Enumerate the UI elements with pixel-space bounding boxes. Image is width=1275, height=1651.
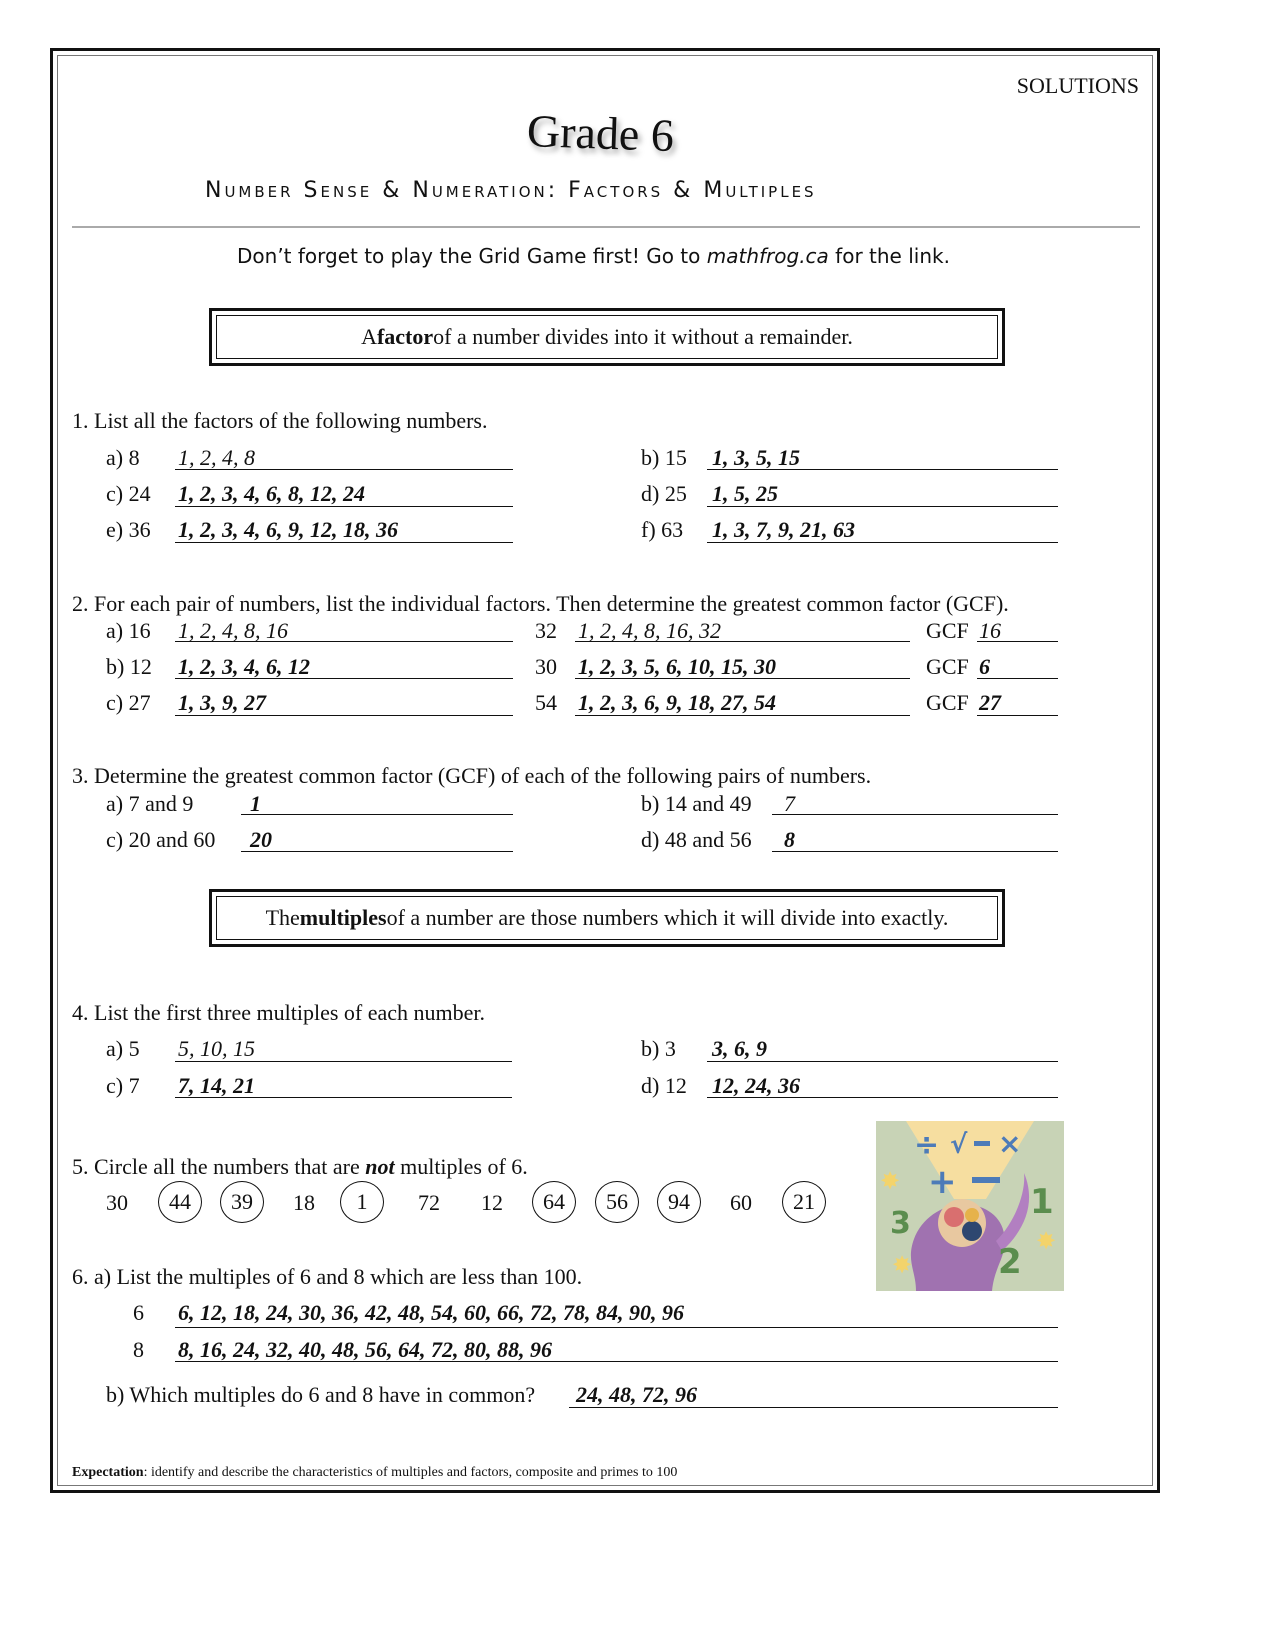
page-title: Grade 6 <box>526 104 675 162</box>
q5-prompt-text-end: multiples of 6. <box>394 1154 528 1179</box>
circled-number: 94 <box>657 1181 701 1223</box>
answer-line <box>772 851 1058 852</box>
answer-line <box>707 1097 1058 1098</box>
circled-number: 56 <box>595 1181 639 1223</box>
divide-icon: ÷ <box>914 1128 940 1163</box>
circled-number: 44 <box>158 1181 202 1223</box>
answer-line <box>175 1327 1058 1328</box>
question-3-prompt: 3. Determine the greatest common factor (GCF) of each of the following pairs of numbers. <box>72 763 872 788</box>
answer-line <box>977 715 1058 716</box>
digit-1: 1 <box>1030 1182 1054 1222</box>
answer-line <box>707 506 1058 507</box>
digit-2: 2 <box>998 1242 1022 1282</box>
q1-e-answer: 1, 2, 3, 4, 6, 9, 12, 18, 36 <box>178 517 398 542</box>
sparkle-icon: ✸ <box>880 1167 901 1195</box>
answer-line <box>175 1361 1058 1362</box>
q1-c-label: c) 24 <box>106 481 151 506</box>
q5-prompt-emphasis: not <box>365 1154 395 1179</box>
answer-line <box>569 1407 1058 1408</box>
q2-c-factors-1: 1, 3, 9, 27 <box>178 690 266 715</box>
gear-icon <box>962 1221 982 1241</box>
circled-number: 64 <box>532 1181 576 1223</box>
page-subtitle: Number Sense & Numeration: Factors & Multiples <box>205 178 817 203</box>
q2-a-label: a) 16 <box>106 618 151 643</box>
grid-note-text: Don’t forget to play the Grid Game first! Go to <box>237 244 707 268</box>
gcf-label: GCF <box>926 690 969 715</box>
q3-d-answer: 8 <box>784 827 795 852</box>
q3-a-answer: 1 <box>250 791 261 816</box>
question-5-prompt <box>72 1154 528 1180</box>
q2-c-number-2: 54 <box>535 690 557 715</box>
number: 60 <box>730 1190 752 1215</box>
times-icon: × <box>998 1127 1022 1160</box>
q2-a-factors-2: 1, 2, 4, 8, 16, 32 <box>578 618 721 643</box>
answer-line <box>977 678 1058 679</box>
multiples-definition-box <box>209 889 1005 947</box>
q2-a-number-2: 32 <box>535 618 557 643</box>
mathfrog-link[interactable]: mathfrog.ca <box>706 244 829 268</box>
q4-c-label: c) 7 <box>106 1073 140 1098</box>
q2-c-label: c) 27 <box>106 690 151 715</box>
number: 18 <box>293 1190 315 1215</box>
answer-line <box>707 542 1058 543</box>
answer-line <box>241 814 513 815</box>
gcf-label: GCF <box>926 654 969 679</box>
answer-line <box>707 469 1058 470</box>
answer-line <box>175 678 513 679</box>
expectation-footer <box>72 1465 677 1481</box>
q6-six-answer: 6, 12, 18, 24, 30, 36, 42, 48, 54, 60, 66, 72, 78, 84, 90, 96 <box>178 1300 684 1325</box>
digit-3: 3 <box>890 1206 911 1241</box>
q1-d-label: d) 25 <box>641 481 687 506</box>
answer-line <box>175 506 513 507</box>
gcf-label: GCF <box>926 618 969 643</box>
q2-b-gcf: 6 <box>979 654 990 679</box>
q4-b-label: b) 3 <box>641 1036 676 1061</box>
sparkle-icon: ✸ <box>892 1251 913 1279</box>
answer-line <box>575 715 910 716</box>
answer-line <box>977 641 1058 642</box>
gear-icon <box>965 1208 979 1222</box>
q2-b-label: b) 12 <box>106 654 152 679</box>
q2-b-factors-2: 1, 2, 3, 5, 6, 10, 15, 30 <box>578 654 776 679</box>
answer-line <box>175 469 513 470</box>
q4-d-label: d) 12 <box>641 1073 687 1098</box>
q3-c-label: c) 20 and 60 <box>106 827 216 852</box>
q2-a-factors-1: 1, 2, 4, 8, 16 <box>178 618 288 643</box>
q6-six-label: 6 <box>133 1300 144 1325</box>
q1-f-answer: 1, 3, 7, 9, 21, 63 <box>712 517 855 542</box>
answer-line <box>175 1097 512 1098</box>
q1-a-label: a) 8 <box>106 445 140 470</box>
q6-eight-label: 8 <box>133 1337 144 1362</box>
answer-line <box>707 1061 1058 1062</box>
q1-e-label: e) 36 <box>106 517 151 542</box>
minus-icon <box>974 1141 990 1146</box>
q4-a-answer: 5, 10, 15 <box>178 1036 255 1061</box>
circled-number: 1 <box>340 1181 384 1223</box>
def-text: A <box>361 324 377 349</box>
q2-a-gcf: 16 <box>979 618 1001 643</box>
answer-line <box>175 542 513 543</box>
q1-c-answer: 1, 2, 3, 4, 6, 8, 12, 24 <box>178 481 365 506</box>
factor-definition-box <box>209 308 1005 366</box>
math-head-clipart <box>876 1121 1064 1291</box>
plus-icon: + <box>928 1162 957 1202</box>
expectation-text: : identify and describe the characteristics of multiples and factors, composite and primes to 100 <box>143 1465 678 1480</box>
gear-icon <box>944 1207 964 1227</box>
sqrt-icon: √ <box>950 1130 968 1160</box>
question-4-prompt: 4. List the first three multiples of each number. <box>72 1000 486 1025</box>
q4-a-label: a) 5 <box>106 1036 140 1061</box>
answer-line <box>241 851 513 852</box>
q3-d-label: d) 48 and 56 <box>641 827 752 852</box>
grid-game-note <box>237 244 950 268</box>
answer-line <box>575 641 910 642</box>
answer-line <box>175 641 513 642</box>
def-text: The <box>265 905 300 930</box>
def-term-factor: factor <box>376 324 434 349</box>
number: 12 <box>481 1190 503 1215</box>
question-1-prompt: 1. List all the factors of the following numbers. <box>72 408 488 433</box>
q2-c-gcf: 27 <box>979 690 1001 715</box>
def-term-multiples: multiples <box>299 905 387 930</box>
def-text: of a number are those numbers which it will divide into exactly. <box>386 905 949 930</box>
answer-line <box>772 814 1058 815</box>
q1-d-answer: 1, 5, 25 <box>712 481 778 506</box>
q6-eight-answer: 8, 16, 24, 32, 40, 48, 56, 64, 72, 80, 88, 96 <box>178 1337 552 1362</box>
q2-c-factors-2: 1, 2, 3, 6, 9, 18, 27, 54 <box>578 690 776 715</box>
q1-a-answer: 1, 2, 4, 8 <box>178 445 255 470</box>
q1-b-answer: 1, 3, 5, 15 <box>712 445 800 470</box>
q2-b-number-2: 30 <box>535 654 557 679</box>
q1-b-label: b) 15 <box>641 445 687 470</box>
question-6b-prompt: b) Which multiples do 6 and 8 have in common? <box>106 1382 536 1407</box>
q4-c-answer: 7, 14, 21 <box>178 1073 255 1098</box>
expectation-label: Expectation <box>72 1465 144 1480</box>
solutions-label: SOLUTIONS <box>1016 73 1139 98</box>
circled-number: 39 <box>220 1181 264 1223</box>
question-6a-prompt: 6. a) List the multiples of 6 and 8 which are less than 100. <box>72 1264 583 1289</box>
answer-line <box>175 1061 512 1062</box>
sparkle-icon: ✸ <box>1036 1227 1057 1255</box>
q3-a-label: a) 7 and 9 <box>106 791 194 816</box>
q6-common-answer: 24, 48, 72, 96 <box>576 1382 697 1407</box>
number: 30 <box>106 1190 128 1215</box>
q4-d-answer: 12, 24, 36 <box>712 1073 800 1098</box>
grid-note-text-end: for the link. <box>828 244 950 268</box>
q4-b-answer: 3, 6, 9 <box>712 1036 767 1061</box>
answer-line <box>175 715 513 716</box>
answer-line <box>575 678 910 679</box>
question-2-prompt: 2. For each pair of numbers, list the individual factors. Then determine the greatest common factor (GCF). <box>72 591 1009 616</box>
header-divider <box>72 226 1140 228</box>
minus-icon <box>972 1177 1000 1183</box>
q2-b-factors-1: 1, 2, 3, 4, 6, 12 <box>178 654 310 679</box>
circled-number: 21 <box>782 1181 826 1223</box>
q5-prompt-text: 5. Circle all the numbers that are <box>72 1154 366 1179</box>
q3-b-answer: 7 <box>784 791 795 816</box>
number: 72 <box>418 1190 440 1215</box>
q3-c-answer: 20 <box>250 827 272 852</box>
q1-f-label: f) 63 <box>641 517 684 542</box>
def-text: of a number divides into it without a remainder. <box>433 324 853 349</box>
q3-b-label: b) 14 and 49 <box>641 791 752 816</box>
